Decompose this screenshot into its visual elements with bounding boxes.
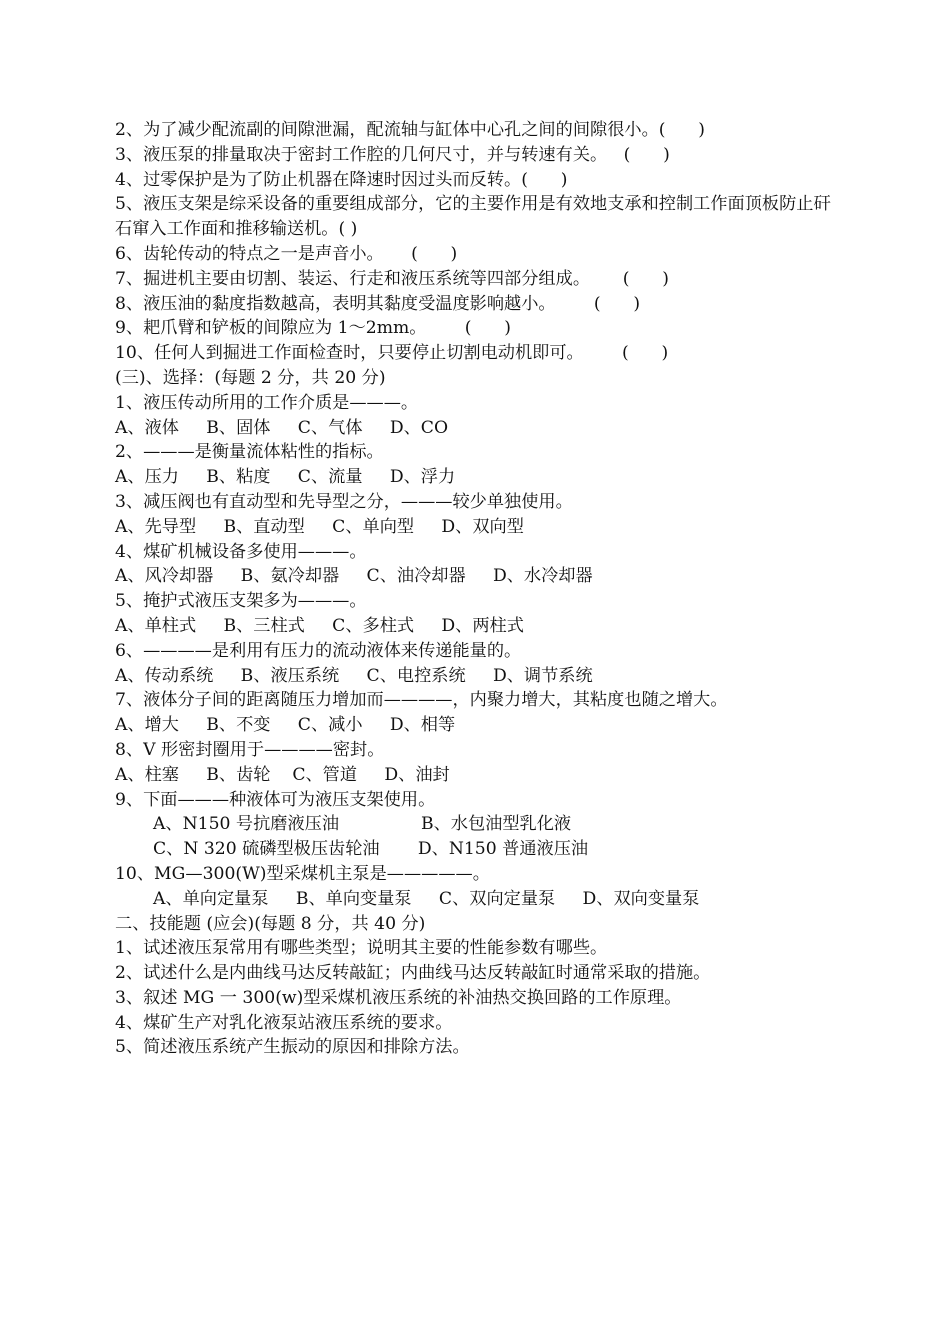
- choice-options: A、压力 B、粘度 C、流量 D、浮力: [115, 467, 456, 488]
- choice-question: 9、下面———种液体可为液压支架使用。: [115, 789, 436, 810]
- skill-question: 1、试述液压泵常用有哪些类型；说明其主要的性能参数有哪些。: [115, 938, 608, 959]
- tf-question: 2、为了减少配流副的间隙泄漏，配流轴与缸体中心孔之间的间隙很小。( ): [115, 120, 705, 140]
- skill-question: 2、试述什么是内曲线马达反转敲缸；内曲线马达反转敲缸时通常采取的措施。: [115, 963, 711, 984]
- choice-options: A、N150 号抗磨液压油 B、水包油型乳化液: [153, 814, 572, 835]
- choice-question: 5、掩护式液压支架多为———。: [115, 591, 367, 612]
- choice-options: A、先导型 B、直动型 C、单向型 D、双向型: [115, 516, 524, 537]
- tf-question: 3、液压泵的排量取决于密封工作腔的几何尺寸，并与转速有关。 ( ): [115, 144, 670, 165]
- choice-options: A、单柱式 B、三柱式 C、多柱式 D、两柱式: [115, 615, 524, 636]
- choice-question: 10、MG—300(W)型采煤机主泵是—————。: [115, 863, 490, 884]
- tf-question: 10、任何人到掘进工作面检查时，只要停止切割电动机即可。 ( ): [115, 343, 669, 364]
- choice-question: 3、减压阀也有直动型和先导型之分，———较少单独使用。: [115, 491, 573, 512]
- tf-question: 5、液压支架是综采设备的重要组成部分，它的主要作用是有效地支承和控制工作面顶板防止矸石窜入工作面和推移输送机。( ): [115, 194, 831, 240]
- choice-options: A、风冷却器 B、氨冷却器 C、油冷却器 D、水冷却器: [115, 566, 593, 587]
- choice-options: C、N 320 硫磷型极压齿轮油 D、N150 普通液压油: [153, 839, 589, 860]
- choice-question: 1、液压传动所用的工作介质是———。: [115, 392, 419, 413]
- tf-question: 8、液压油的黏度指数越高，表明其黏度受温度影响越小。 ( ): [115, 293, 641, 314]
- section-heading-skills: 二、技能题 (应会)(每题 8 分，共 40 分): [115, 913, 426, 934]
- choice-options: A、传动系统 B、液压系统 C、电控系统 D、调节系统: [115, 665, 593, 686]
- tf-question: 4、过零保护是为了防止机器在降速时因过头而反转。( ): [115, 169, 568, 190]
- choice-options: A、柱塞 B、齿轮 C、管道 D、油封: [115, 764, 450, 785]
- choice-question: 6、————是利用有压力的流动液体来传递能量的。: [115, 640, 522, 661]
- section-heading-choice: (三)、选择：(每题 2 分，共 20 分): [115, 367, 386, 388]
- choice-question: 4、煤矿机械设备多使用———。: [115, 541, 367, 562]
- choice-options: A、单向定量泵 B、单向变量泵 C、双向定量泵 D、双向变量泵: [153, 888, 700, 909]
- choice-options: A、液体 B、固体 C、气体 D、CO: [115, 417, 449, 438]
- choice-question: 8、V 形密封圈用于————密封。: [115, 739, 385, 760]
- skill-question: 3、叙述 MG 一 300(w)型采煤机液压系统的补油热交换回路的工作原理。: [115, 987, 682, 1008]
- skill-question: 5、简述液压系统产生振动的原因和排除方法。: [115, 1037, 470, 1058]
- choice-question: 2、———是衡量流体粘性的指标。: [115, 442, 384, 463]
- choice-question: 7、液体分子间的距离随压力增加而————，内聚力增大，其粘度也随之增大。: [115, 690, 728, 711]
- tf-question: 9、耙爪臂和铲板的间隙应为 1～2mm。 ( ): [115, 318, 511, 339]
- tf-question: 7、掘进机主要由切割、装运、行走和液压系统等四部分组成。 ( ): [115, 268, 669, 289]
- choice-options: A、增大 B、不变 C、减小 D、相等: [115, 715, 456, 736]
- exam-page: [115, 118, 845, 1060]
- tf-question: 6、齿轮传动的特点之一是声音小。 ( ): [115, 243, 458, 264]
- skill-question: 4、煤矿生产对乳化液泵站液压系统的要求。: [115, 1012, 453, 1033]
